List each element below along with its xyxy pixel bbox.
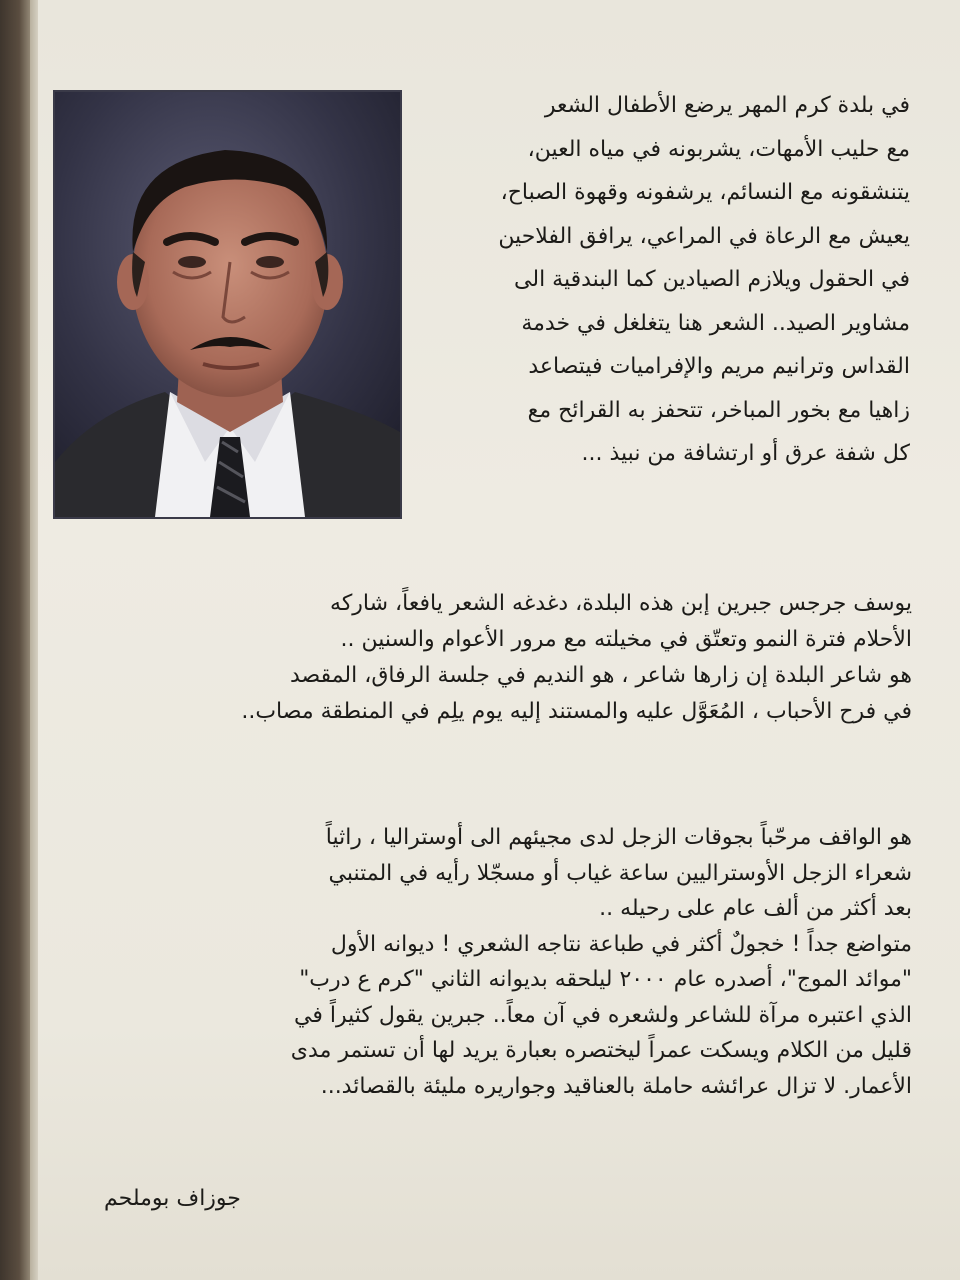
text-line: القداس وترانيم مريم والإفراميات فيتصاعد (528, 354, 910, 379)
text-line: الذي اعتبره مرآة للشاعر ولشعره في آن معاً.. جبرين يقول كثيراً في (294, 1002, 912, 1028)
text-line: "موائد الموج"، أصدره عام ٢٠٠٠ ليلحقه بديوانه الثاني "كرم ع درب" (299, 967, 912, 992)
text-line: في الحقول ويلازم الصيادين كما البندقية الى (514, 267, 910, 292)
text-line: يعيش مع الرعاة في المراعي، يرافق الفلاحين (498, 223, 910, 249)
text-line: متواضع جداً ! خجولٌ أكثر في طباعة نتاجه الشعري ! ديوانه الأول (330, 931, 912, 957)
author-portrait-image (55, 92, 400, 517)
paragraph-works (32, 820, 912, 1104)
text-line: الأحلام فترة النمو وتعتّق في مخيلته مع مرور الأعوام والسنين .. (340, 627, 912, 652)
text-line: كل شفة عرق أو ارتشافة من نبيذ ... (581, 441, 910, 466)
text-line: زاهيا مع بخور المباخر، تتحفز به القرائح مع (527, 397, 910, 423)
text-line: يوسف جرجس جبرين إبن هذه البلدة، دغدغه الشعر يافعاً، شاركه (330, 591, 912, 616)
text-line: مع حليب الأمهات، يشربونه في مياه العين، (527, 136, 910, 162)
text-line: في بلدة كرم المهر يرضع الأطفال الشعر (544, 93, 910, 118)
text-line: هو شاعر البلدة إن زارها شاعر ، هو النديم في جلسة الرفاق، المقصد (289, 663, 912, 688)
text-line: بعد أكثر من ألف عام على رحيله .. (599, 896, 912, 921)
text-line: في فرح الأحباب ، المُعَوَّل عليه والمستند إليه يوم يلِم في المنطقة مصاب.. (241, 699, 912, 724)
text-line: يتنشقونه مع النسائم، يرشفونه وقهوة الصباح، (500, 180, 910, 205)
paragraph-intro (410, 84, 910, 476)
paragraph-author-bio (32, 586, 912, 730)
text-line: هو الواقف مرحّباً بجوقات الزجل لدى مجيئهم الى أوستراليا ، راثياً (325, 825, 912, 850)
signature: جوزاف بوملحم (104, 1186, 241, 1211)
author-portrait (53, 90, 402, 519)
text-line: الأعمار. لا تزال عرائشه حاملة بالعناقيد وجواريره مليئة بالقصائد... (320, 1073, 912, 1099)
text-line: مشاوير الصيد.. الشعر هنا يتغلغل في خدمة (521, 310, 910, 336)
text-line: قليل من الكلام ويسكت عمراً ليختصره بعبارة يريد لها أن تستمر مدى (290, 1038, 912, 1063)
text-line: شعراء الزجل الأوستراليين ساعة غياب أو مسجّلا رأيه في المتنبي (328, 860, 912, 886)
